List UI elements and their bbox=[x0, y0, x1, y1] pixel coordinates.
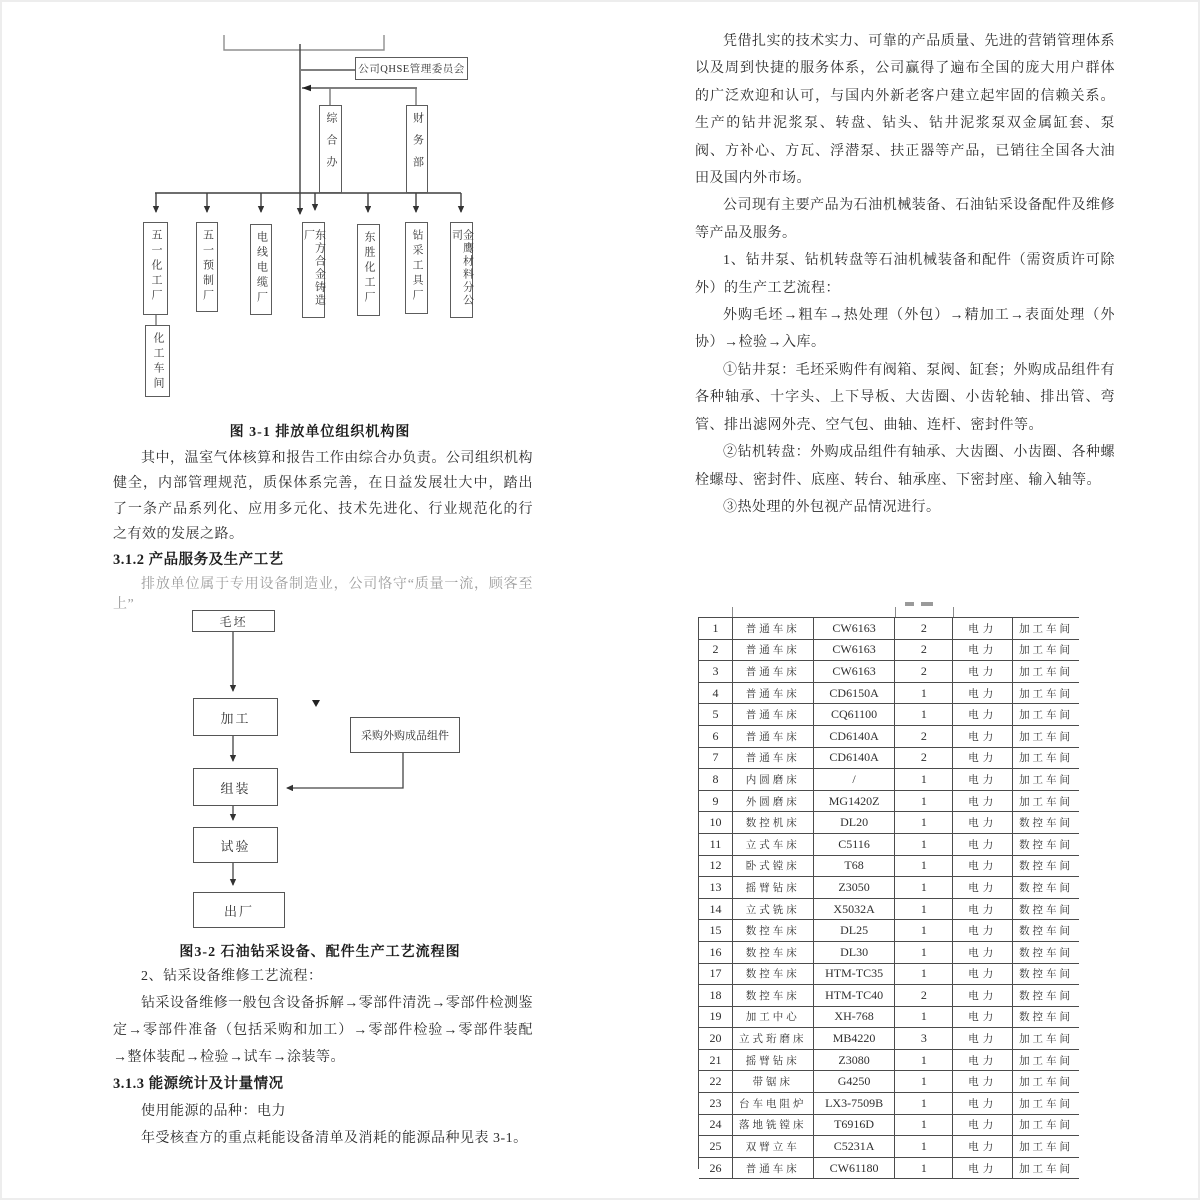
table-cell: 电力 bbox=[953, 856, 1013, 878]
table-row bbox=[699, 1050, 1079, 1072]
table-cell: 8 bbox=[699, 769, 733, 791]
table-cell: 加工车间 bbox=[1013, 683, 1079, 705]
flow-box-shipment: 出厂 bbox=[193, 892, 285, 928]
table-cell: 电力 bbox=[953, 964, 1013, 986]
table-cell: 加工车间 bbox=[1013, 640, 1079, 662]
table-cell: 普通车床 bbox=[733, 1158, 814, 1180]
drill-pump-paragraph: ①钻井泵：毛坯采购件有阀箱、泵阀、缸套；外购成品组件有各种轴承、十字头、上下导板、大齿圈、小齿轮轴、排出管、弯管、排出滤网外壳、空气包、曲轴、连杆、密封件等。 bbox=[695, 362, 1115, 433]
table-cell: 数控车间 bbox=[1013, 964, 1079, 986]
table-cell: 1 bbox=[895, 812, 953, 834]
table-row bbox=[699, 640, 1079, 662]
table-cell: 加工车间 bbox=[1013, 1093, 1079, 1115]
org-chart-box-unit: 东方合金铸造厂 bbox=[302, 222, 325, 318]
table-cell: 17 bbox=[699, 964, 733, 986]
table-cell: 电力 bbox=[953, 942, 1013, 964]
table-cell: 15 bbox=[699, 920, 733, 942]
table-cell: 数控车间 bbox=[1013, 985, 1079, 1007]
table-cell: MB4220 bbox=[814, 1028, 896, 1050]
table-row bbox=[699, 812, 1079, 834]
table-cell: 10 bbox=[699, 812, 733, 834]
table-cell: 1 bbox=[895, 704, 953, 726]
table-cell: HTM-TC35 bbox=[814, 964, 896, 986]
table-cell: 加工车间 bbox=[1013, 1050, 1079, 1072]
table-cell: 1 bbox=[895, 1115, 953, 1137]
table-cell: 电力 bbox=[953, 812, 1013, 834]
table-cell: 数控车间 bbox=[1013, 856, 1079, 878]
table-cell: X5032A bbox=[814, 899, 896, 921]
table-cell: 普通车床 bbox=[733, 661, 814, 683]
table-cell: 1 bbox=[895, 683, 953, 705]
maintenance-flow-title: 2、钻采设备维修工艺流程： bbox=[141, 969, 323, 984]
table-row bbox=[699, 1115, 1079, 1137]
table-cell: 加工车间 bbox=[1013, 618, 1079, 640]
table-cell: 电力 bbox=[953, 618, 1013, 640]
table-cell: 1 bbox=[895, 834, 953, 856]
table-cell: 立式珩磨床 bbox=[733, 1028, 814, 1050]
table-cell: 数控机床 bbox=[733, 812, 814, 834]
table-cell: 1 bbox=[895, 877, 953, 899]
table-cell: 电力 bbox=[953, 1136, 1013, 1158]
rotary-table-paragraph: ②钻机转盘：外购成品组件有轴承、大齿圈、小齿圈、各种螺栓螺母、密封件、底座、转台、轴承座、下密封座、输入轴等。 bbox=[695, 445, 1115, 488]
fig-3-2-caption: 图3-2 石油钻采设备、配件生产工艺流程图 bbox=[179, 945, 461, 960]
table-cell: 24 bbox=[699, 1115, 733, 1137]
table-cell: 电力 bbox=[953, 920, 1013, 942]
process-title-paragraph: 1、钻井泵、钻机转盘等石油机械装备和配件（需资质许可除外）的生产工艺流程： bbox=[695, 253, 1115, 296]
intro-paragraph: 凭借扎实的技术实力、可靠的产品质量、先进的营销管理体系以及周到快捷的服务体系，公司赢得了遍布全国的庞大用户群体的广泛欢迎和认可，与国内外新老客户建立起牢固的信赖关系。生产的钻井泥浆泵、转盘、钻头、钻井泥浆泵双金属缸套、泵阀、方补心、方瓦、浮潜泵、扶正器等产品，已销往全国各大油田及国内外市场。 bbox=[695, 34, 1115, 187]
table-row bbox=[699, 618, 1079, 640]
table-cell: 电力 bbox=[953, 661, 1013, 683]
org-chart-box-unit: 电线电缆厂 bbox=[250, 224, 272, 315]
table-cell: HTM-TC40 bbox=[814, 985, 896, 1007]
table-cell: 加工车间 bbox=[1013, 726, 1079, 748]
table-cell: 立式车床 bbox=[733, 834, 814, 856]
table-cell: 内圆磨床 bbox=[733, 769, 814, 791]
table-cell: 电力 bbox=[953, 683, 1013, 705]
table-row bbox=[699, 1093, 1079, 1115]
table-cell: 5 bbox=[699, 704, 733, 726]
table-cell: 数控车间 bbox=[1013, 899, 1079, 921]
table-cell: 加工车间 bbox=[1013, 769, 1079, 791]
flow-box-processing: 加工 bbox=[193, 698, 278, 736]
right-page-text bbox=[695, 28, 1115, 521]
flow-box-purchased-components: 采购外购成品组件 bbox=[350, 717, 460, 753]
table-cell: 23 bbox=[699, 1093, 733, 1115]
table-cell: 电力 bbox=[953, 1071, 1013, 1093]
table-row bbox=[699, 1158, 1079, 1180]
table-ref-line: 年受核查方的重点耗能设备清单及消耗的能源品种见表 3-1。 bbox=[141, 1131, 528, 1146]
flow-box-assembly: 组装 bbox=[193, 768, 278, 806]
table-row bbox=[699, 748, 1079, 770]
table-cell: 1 bbox=[895, 964, 953, 986]
table-cell: 电力 bbox=[953, 899, 1013, 921]
table-cell: 普通车床 bbox=[733, 726, 814, 748]
table-cell: 双臂立车 bbox=[733, 1136, 814, 1158]
table-cell: 加工车间 bbox=[1013, 791, 1079, 813]
table-cell: 电力 bbox=[953, 704, 1013, 726]
cut-header-mark bbox=[905, 602, 914, 606]
table-cell: 立式铣床 bbox=[733, 899, 814, 921]
table-cell: 电力 bbox=[953, 877, 1013, 899]
org-chart-box-finance-dept: 财务部 bbox=[406, 105, 428, 193]
table-row bbox=[699, 985, 1079, 1007]
table-row bbox=[699, 1028, 1079, 1050]
table-cell: 电力 bbox=[953, 1158, 1013, 1180]
org-chart-box-unit: 五一预制厂 bbox=[196, 222, 218, 312]
table-cell: 14 bbox=[699, 899, 733, 921]
table-cell: Z3080 bbox=[814, 1050, 896, 1072]
table-cell: 2 bbox=[895, 661, 953, 683]
org-chart-box-unit: 钻采工具厂 bbox=[405, 222, 428, 314]
table-cell: XH-768 bbox=[814, 1007, 896, 1029]
table-cell: 2 bbox=[699, 640, 733, 662]
maintenance-flow-paragraph: 钻采设备维修一般包含设备拆解→零部件清洗→零部件检测鉴定→零部件准备（包括采购和加工）→零部件检验→零部件装配→整体装配→检验→试车→涂装等。 bbox=[113, 996, 533, 1065]
table-cell: 带锯床 bbox=[733, 1071, 814, 1093]
table-cell: CW61180 bbox=[814, 1158, 896, 1180]
table-cell: 电力 bbox=[953, 1115, 1013, 1137]
table-cell: 1 bbox=[895, 920, 953, 942]
table-cell: CW6163 bbox=[814, 640, 896, 662]
table-cell: 卧式镗床 bbox=[733, 856, 814, 878]
table-cell: 1 bbox=[895, 1071, 953, 1093]
table-row bbox=[699, 942, 1079, 964]
table-cell: MG1420Z bbox=[814, 791, 896, 813]
table-cell: 数控车间 bbox=[1013, 942, 1079, 964]
table-cell: 数控车床 bbox=[733, 942, 814, 964]
table-cell: 数控车床 bbox=[733, 964, 814, 986]
table-cell: 12 bbox=[699, 856, 733, 878]
energy-equipment-table bbox=[698, 617, 1079, 1175]
table-cell: DL25 bbox=[814, 920, 896, 942]
table-cell: / bbox=[814, 769, 896, 791]
table-cell: 2 bbox=[895, 985, 953, 1007]
table-cell: 加工车间 bbox=[1013, 1028, 1079, 1050]
table-cell: 数控车间 bbox=[1013, 877, 1079, 899]
table-row bbox=[699, 1071, 1079, 1093]
left-lower-text bbox=[113, 963, 533, 1152]
table-cell: 外圆磨床 bbox=[733, 791, 814, 813]
table-cell: 7 bbox=[699, 748, 733, 770]
cut-header-line bbox=[953, 607, 954, 617]
process-flow-paragraph: 外购毛坯→粗车→热处理（外包）→精加工→表面处理（外协）→检验→入库。 bbox=[695, 308, 1115, 351]
table-cell: 1 bbox=[895, 1050, 953, 1072]
org-chart-box-unit: 五一化工厂 bbox=[143, 222, 168, 315]
table-cell: 1 bbox=[895, 1158, 953, 1180]
table-cell: 1 bbox=[895, 1093, 953, 1115]
table-row bbox=[699, 661, 1079, 683]
table-row bbox=[699, 704, 1079, 726]
table-cell: 摇臂钻床 bbox=[733, 877, 814, 899]
table-cell: 落地铣镗床 bbox=[733, 1115, 814, 1137]
table-cell: 加工车间 bbox=[1013, 1071, 1079, 1093]
table-cell: 电力 bbox=[953, 791, 1013, 813]
table-cell: 1 bbox=[895, 1136, 953, 1158]
table-cell: 加工车间 bbox=[1013, 1158, 1079, 1180]
table-cell: 数控车床 bbox=[733, 920, 814, 942]
table-cell: C5231A bbox=[814, 1136, 896, 1158]
table-cell: 6 bbox=[699, 726, 733, 748]
cut-header-line bbox=[895, 607, 896, 617]
org-chart-box-unit: 金鹰材料分公司 bbox=[450, 222, 473, 318]
table-cell: 1 bbox=[895, 1007, 953, 1029]
table-cell: 电力 bbox=[953, 1093, 1013, 1115]
table-cell: 1 bbox=[895, 791, 953, 813]
org-chart-box-chemical-workshop: 化工车间 bbox=[145, 325, 170, 397]
faded-paragraph: 排放单位属于专用设备制造业，公司恪守“质量一流，顾客至上” bbox=[113, 577, 533, 612]
table-row bbox=[699, 1136, 1079, 1158]
table-cell: T68 bbox=[814, 856, 896, 878]
table-row bbox=[699, 726, 1079, 748]
table-cell: 电力 bbox=[953, 1028, 1013, 1050]
table-cell: 2 bbox=[895, 618, 953, 640]
table-cell: 25 bbox=[699, 1136, 733, 1158]
table-cell: 加工车间 bbox=[1013, 704, 1079, 726]
table-cell: 电力 bbox=[953, 1050, 1013, 1072]
table-row bbox=[699, 920, 1079, 942]
table-row bbox=[699, 964, 1079, 986]
table-cell: 台车电阻炉 bbox=[733, 1093, 814, 1115]
energy-table-body bbox=[699, 618, 1079, 1179]
org-chart-box-qhse: 公司QHSE管理委员会 bbox=[355, 57, 468, 80]
table-row bbox=[699, 769, 1079, 791]
table-cell: 普通车床 bbox=[733, 704, 814, 726]
table-cell: 16 bbox=[699, 942, 733, 964]
table-cell: 摇臂钻床 bbox=[733, 1050, 814, 1072]
cut-header-line bbox=[732, 607, 733, 617]
table-cell: 22 bbox=[699, 1071, 733, 1093]
table-cell: 数控车间 bbox=[1013, 834, 1079, 856]
heading-3-1-2: 3.1.2 产品服务及生产工艺 bbox=[113, 552, 284, 568]
table-cell: 1 bbox=[895, 856, 953, 878]
table-cell: 9 bbox=[699, 791, 733, 813]
table-cell: 13 bbox=[699, 877, 733, 899]
table-cell: DL20 bbox=[814, 812, 896, 834]
table-cell: T6916D bbox=[814, 1115, 896, 1137]
table-cell: 11 bbox=[699, 834, 733, 856]
table-cell: 电力 bbox=[953, 1007, 1013, 1029]
table-cell: 19 bbox=[699, 1007, 733, 1029]
table-cell: 电力 bbox=[953, 748, 1013, 770]
fig-3-1-caption: 图 3-1 排放单位组织机构图 bbox=[229, 425, 411, 440]
table-cell: G4250 bbox=[814, 1071, 896, 1093]
table-cell: 2 bbox=[895, 748, 953, 770]
floating-arrow-icon bbox=[312, 700, 320, 707]
table-cell: Z3050 bbox=[814, 877, 896, 899]
org-paragraph: 其中，温室气体核算和报告工作由综合办负责。公司组织机构健全，内部管理规范，质保体系完善，在日益发展壮大中，踏出了一条产品系列化、应用多元化、技术先进化、行业规范化的行之有效的发展之路。 bbox=[113, 451, 533, 542]
table-cell: LX3-7509B bbox=[814, 1093, 896, 1115]
flow-box-blank: 毛坯 bbox=[192, 610, 275, 632]
table-cell: 加工车间 bbox=[1013, 748, 1079, 770]
table-row bbox=[699, 856, 1079, 878]
table-row bbox=[699, 791, 1079, 813]
table-cell: 26 bbox=[699, 1158, 733, 1180]
table-cell: 21 bbox=[699, 1050, 733, 1072]
heat-treatment-paragraph: ③热处理的外包视产品情况进行。 bbox=[723, 499, 941, 515]
table-cell: 数控车床 bbox=[733, 985, 814, 1007]
table-cell: 数控车间 bbox=[1013, 812, 1079, 834]
table-cell: 3 bbox=[895, 1028, 953, 1050]
table-cell: 普通车床 bbox=[733, 748, 814, 770]
table-cell: 普通车床 bbox=[733, 683, 814, 705]
table-cell: 2 bbox=[895, 726, 953, 748]
table-cell: 18 bbox=[699, 985, 733, 1007]
table-cell: C5116 bbox=[814, 834, 896, 856]
table-cell: CQ61100 bbox=[814, 704, 896, 726]
table-row bbox=[699, 834, 1079, 856]
table-cell: 数控车间 bbox=[1013, 1007, 1079, 1029]
table-cell: 电力 bbox=[953, 985, 1013, 1007]
table-cell: 电力 bbox=[953, 834, 1013, 856]
table-cell: 电力 bbox=[953, 726, 1013, 748]
table-cell: DL30 bbox=[814, 942, 896, 964]
table-cell: 4 bbox=[699, 683, 733, 705]
table-cell: 加工车间 bbox=[1013, 1136, 1079, 1158]
table-cell: 加工中心 bbox=[733, 1007, 814, 1029]
table-cell: 1 bbox=[699, 618, 733, 640]
table-cell: CD6140A bbox=[814, 726, 896, 748]
table-cell: 电力 bbox=[953, 769, 1013, 791]
table-cell: 普通车床 bbox=[733, 640, 814, 662]
table-cell: CD6150A bbox=[814, 683, 896, 705]
org-chart-box-unit: 东胜化工厂 bbox=[357, 224, 380, 316]
cut-header-mark bbox=[921, 602, 933, 606]
table-cell: 2 bbox=[895, 640, 953, 662]
table-row bbox=[699, 877, 1079, 899]
heading-3-1-3: 3.1.3 能源统计及计量情况 bbox=[113, 1076, 284, 1092]
table-cell: 1 bbox=[895, 899, 953, 921]
table-cell: 1 bbox=[895, 769, 953, 791]
table-cell: CW6163 bbox=[814, 661, 896, 683]
products-paragraph: 公司现有主要产品为石油机械装备、石油钻采设备配件及维修等产品及服务。 bbox=[695, 198, 1115, 241]
table-row bbox=[699, 683, 1079, 705]
energy-type-line: 使用能源的品种：电力 bbox=[141, 1104, 286, 1119]
flow-box-testing: 试验 bbox=[193, 827, 278, 863]
table-cell: 普通车床 bbox=[733, 618, 814, 640]
table-cell: 加工车间 bbox=[1013, 661, 1079, 683]
table-cell: 加工车间 bbox=[1013, 1115, 1079, 1137]
table-row bbox=[699, 899, 1079, 921]
table-cell: 20 bbox=[699, 1028, 733, 1050]
table-cell: 3 bbox=[699, 661, 733, 683]
org-chart-box-general-office: 综合办 bbox=[319, 105, 342, 193]
table-cell: 电力 bbox=[953, 640, 1013, 662]
table-cell: 1 bbox=[895, 942, 953, 964]
table-cell: CW6163 bbox=[814, 618, 896, 640]
table-row bbox=[699, 1007, 1079, 1029]
table-cell: CD6140A bbox=[814, 748, 896, 770]
table-cell: 数控车间 bbox=[1013, 920, 1079, 942]
